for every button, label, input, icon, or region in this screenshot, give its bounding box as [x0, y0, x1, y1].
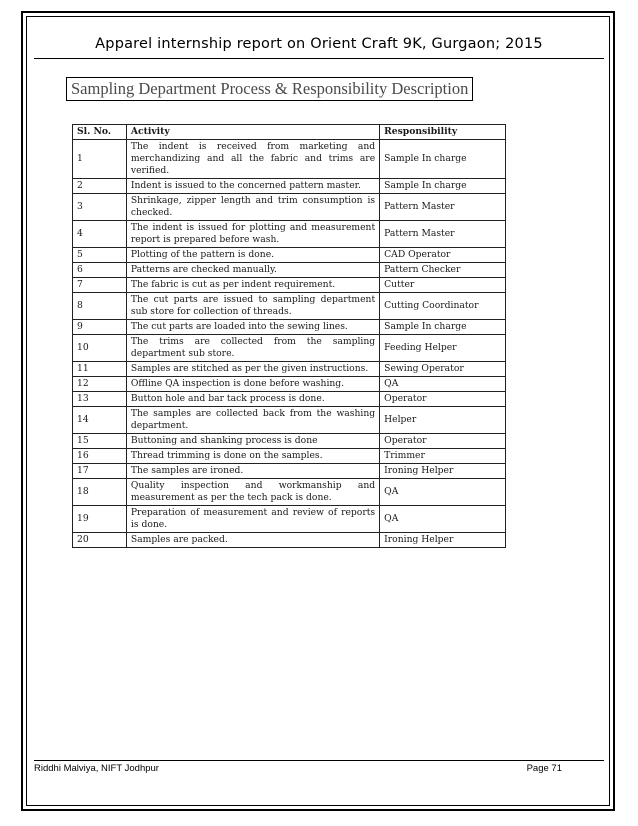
- table-row: [73, 464, 506, 479]
- cell-responsibility: Pattern Master: [380, 221, 506, 248]
- footer-page-number: Page 71: [526, 763, 562, 774]
- cell-activity: The cut parts are issued to sampling department sub store for collection of threads.: [126, 293, 379, 320]
- table-row: [73, 335, 506, 362]
- table-row: [73, 392, 506, 407]
- cell-activity: Offline QA inspection is done before washing.: [126, 377, 379, 392]
- cell-responsibility: CAD Operator: [380, 248, 506, 263]
- cell-sl-no: 15: [73, 434, 127, 449]
- cell-responsibility: Pattern Checker: [380, 263, 506, 278]
- table-header-row: [73, 125, 506, 140]
- cell-activity: Samples are stitched as per the given instructions.: [126, 362, 379, 377]
- table-row: [73, 449, 506, 464]
- footer-author: Riddhi Malviya, NIFT Jodhpur: [34, 763, 159, 774]
- cell-responsibility: Cutter: [380, 278, 506, 293]
- cell-responsibility: Feeding Helper: [380, 335, 506, 362]
- cell-sl-no: 17: [73, 464, 127, 479]
- cell-sl-no: 3: [73, 194, 127, 221]
- cell-activity: Plotting of the pattern is done.: [126, 248, 379, 263]
- table-row: [73, 248, 506, 263]
- table-row: [73, 140, 506, 179]
- cell-sl-no: 14: [73, 407, 127, 434]
- cell-sl-no: 11: [73, 362, 127, 377]
- cell-responsibility: Ironing Helper: [380, 533, 506, 548]
- cell-responsibility: Sample In charge: [380, 179, 506, 194]
- cell-responsibility: Sewing Operator: [380, 362, 506, 377]
- cell-responsibility: Trimmer: [380, 449, 506, 464]
- table-row: [73, 194, 506, 221]
- cell-responsibility: Pattern Master: [380, 194, 506, 221]
- cell-activity: The indent is issued for plotting and measurement report is prepared before wash.: [126, 221, 379, 248]
- cell-activity: Shrinkage, zipper length and trim consumption is checked.: [126, 194, 379, 221]
- cell-sl-no: 20: [73, 533, 127, 548]
- cell-activity: The trims are collected from the sampling department sub store.: [126, 335, 379, 362]
- cell-activity: The fabric is cut as per indent requirement.: [126, 278, 379, 293]
- cell-responsibility: Operator: [380, 392, 506, 407]
- table-body: [73, 140, 506, 548]
- table-row: [73, 263, 506, 278]
- header-responsibility: Responsibility: [380, 125, 506, 140]
- header-sl-no: Sl. No.: [73, 125, 127, 140]
- section-title: Sampling Department Process & Responsibility Description: [66, 77, 473, 101]
- cell-activity: The indent is received from marketing and merchandizing and all the fabric and trims are verified.: [126, 140, 379, 179]
- cell-responsibility: QA: [380, 479, 506, 506]
- cell-responsibility: Cutting Coordinator: [380, 293, 506, 320]
- cell-sl-no: 16: [73, 449, 127, 464]
- cell-activity: Patterns are checked manually.: [126, 263, 379, 278]
- cell-activity: The samples are collected back from the washing department.: [126, 407, 379, 434]
- cell-activity: Indent is issued to the concerned pattern master.: [126, 179, 379, 194]
- cell-activity: The samples are ironed.: [126, 464, 379, 479]
- table-row: [73, 434, 506, 449]
- table-row: [73, 221, 506, 248]
- cell-responsibility: Sample In charge: [380, 320, 506, 335]
- table-row: [73, 362, 506, 377]
- cell-sl-no: 10: [73, 335, 127, 362]
- cell-activity: Buttoning and shanking process is done: [126, 434, 379, 449]
- cell-responsibility: Ironing Helper: [380, 464, 506, 479]
- header-divider: [34, 58, 604, 59]
- cell-responsibility: QA: [380, 377, 506, 392]
- table-row: [73, 293, 506, 320]
- cell-sl-no: 19: [73, 506, 127, 533]
- responsibility-table: [72, 124, 506, 548]
- table-row: [73, 278, 506, 293]
- cell-activity: Button hole and bar tack process is done.: [126, 392, 379, 407]
- cell-sl-no: 12: [73, 377, 127, 392]
- table-row: [73, 506, 506, 533]
- table-row: [73, 179, 506, 194]
- cell-sl-no: 2: [73, 179, 127, 194]
- header-activity: Activity: [126, 125, 379, 140]
- cell-sl-no: 4: [73, 221, 127, 248]
- cell-sl-no: 7: [73, 278, 127, 293]
- table-row: [73, 407, 506, 434]
- cell-sl-no: 13: [73, 392, 127, 407]
- cell-activity: Preparation of measurement and review of reports is done.: [126, 506, 379, 533]
- cell-sl-no: 1: [73, 140, 127, 179]
- table-row: [73, 479, 506, 506]
- cell-sl-no: 9: [73, 320, 127, 335]
- cell-responsibility: Helper: [380, 407, 506, 434]
- cell-sl-no: 6: [73, 263, 127, 278]
- cell-responsibility: Operator: [380, 434, 506, 449]
- cell-sl-no: 5: [73, 248, 127, 263]
- cell-sl-no: 18: [73, 479, 127, 506]
- cell-activity: The cut parts are loaded into the sewing lines.: [126, 320, 379, 335]
- page-header: Apparel internship report on Orient Craft 9K, Gurgaon; 2015: [95, 36, 543, 52]
- cell-responsibility: QA: [380, 506, 506, 533]
- table-row: [73, 377, 506, 392]
- cell-activity: Quality inspection and workmanship and measurement as per the tech pack is done.: [126, 479, 379, 506]
- cell-sl-no: 8: [73, 293, 127, 320]
- cell-activity: Samples are packed.: [126, 533, 379, 548]
- cell-activity: Thread trimming is done on the samples.: [126, 449, 379, 464]
- table-row: [73, 320, 506, 335]
- footer-divider: [34, 760, 604, 761]
- cell-responsibility: Sample In charge: [380, 140, 506, 179]
- table-row: [73, 533, 506, 548]
